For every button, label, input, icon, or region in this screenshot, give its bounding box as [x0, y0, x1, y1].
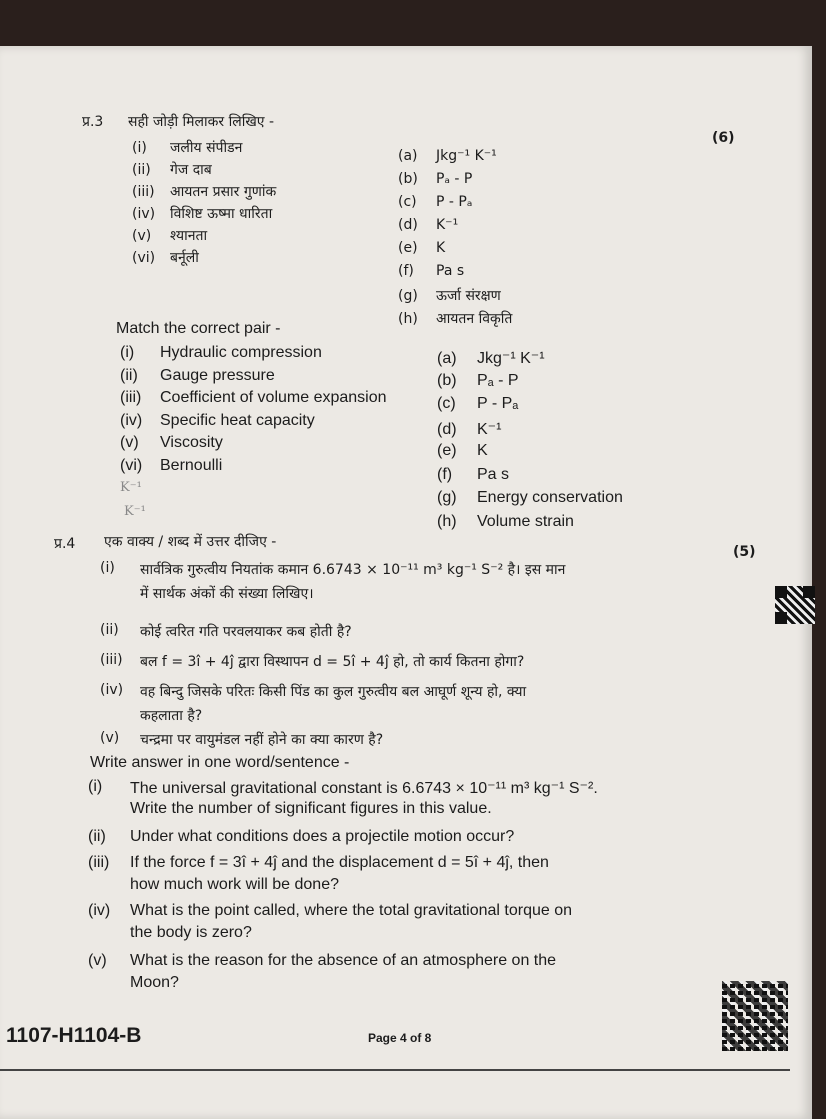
q3-english-left-item-text: Viscosity: [160, 434, 223, 451]
q3-english-right-item-text: K⁻¹: [477, 420, 502, 438]
q4-english-question-text: What is the reason for the absence of an atmosphere on the: [130, 952, 557, 969]
q3-hindi-right-item: [398, 148, 497, 164]
q4-english-question-text: how much work will be done?: [130, 876, 339, 893]
q3-english-left-item: [120, 367, 275, 385]
q3-english-right-item: [437, 419, 501, 439]
q3-hindi-right-item: [398, 263, 464, 279]
qr-code-small: [775, 586, 815, 624]
q3-hindi-left-item-number: (ii): [132, 162, 151, 178]
q3-english-left-item-number: (ii): [120, 366, 138, 384]
q3-hindi-right-item-number: (c): [398, 194, 417, 210]
q3-hindi-left-item-text: जलीय संपीडन: [170, 140, 243, 156]
q3-hindi-left-item-number: (v): [132, 228, 152, 244]
q3-hindi-right-item-text: Jkg⁻¹ K⁻¹: [436, 148, 497, 164]
q4-english-question-text: the body is zero?: [130, 924, 252, 941]
q4-hindi-question-text: कहलाता है?: [140, 708, 203, 724]
q3-hindi-right-item: [398, 309, 512, 328]
page-number: Page 4 of 8: [368, 1031, 432, 1045]
q4-instruction-hindi: एक वाक्य / शब्द में उत्तर दीजिए -: [104, 534, 277, 550]
q3-english-left-item-text: Hydraulic compression: [160, 344, 322, 361]
q4-english-question-number: (i): [88, 778, 103, 795]
q4-english-question-number: (iii): [88, 854, 110, 871]
q3-english-left-item-text: Specific heat capacity: [160, 411, 315, 429]
q3-english-right-item-number: (g): [437, 489, 457, 506]
q3-hindi-left-item: [132, 204, 272, 223]
q4-hindi-question-number: (i): [100, 560, 115, 576]
q4-english-question-text: What is the point called, where the total gravitational torque on: [130, 902, 573, 919]
q3-hindi-right-item-text: ऊर्जा संरक्षण: [436, 288, 501, 304]
q3-hindi-right-item-text: P - Pₐ: [436, 194, 473, 210]
q3-english-right-item-text: K: [477, 442, 488, 459]
q3-english-right-item: [437, 372, 519, 390]
q3-english-left-item: [120, 344, 322, 362]
q3-hindi-right-item-number: (a): [398, 148, 418, 164]
q4-hindi-question-text: वह बिन्दु जिसके परितः किसी पिंड का कुल गुरुत्वीय बल आघूर्ण शून्य हो, क्या: [140, 684, 527, 700]
q3-english-right-item-number: (b): [437, 371, 457, 389]
q3-hindi-left-item: [132, 226, 207, 245]
q3-english-right-item: [437, 395, 518, 413]
q3-english-right-item-text: Energy conservation: [477, 489, 623, 506]
q3-english-right-item: [437, 348, 545, 368]
q3-english-left-item: [120, 412, 315, 430]
q3-hindi-right-item-number: (e): [398, 240, 418, 256]
q3-hindi-right-item-text: K: [436, 240, 446, 256]
q3-english-left-item-text: Coefficient of volume expansion: [160, 389, 387, 406]
handwritten-note-2: K⁻¹: [124, 504, 146, 519]
q4-english-question-number: (v): [88, 952, 107, 969]
q3-english-left-item-text: Bernoulli: [160, 456, 223, 474]
q3-hindi-left-item-text: विशिष्ट ऊष्मा धारिता: [170, 206, 273, 222]
q3-english-left-item-number: (vi): [120, 456, 143, 474]
q3-hindi-right-item-number: (f): [398, 263, 414, 279]
q3-english-right-item-text: P - Pₐ: [477, 395, 519, 412]
q3-english-right-item-text: Jkg⁻¹ K⁻¹: [477, 350, 545, 367]
q4-english-question-number: (iv): [88, 902, 111, 919]
q3-hindi-right-item-text: K⁻¹: [436, 217, 459, 233]
q3-english-left-item-number: (i): [120, 344, 135, 361]
q3-hindi-right-item-text: आयतन विकृति: [436, 311, 513, 327]
q3-hindi-right-item-text: Pₐ - P: [436, 171, 473, 187]
q4-label: प्र.4: [54, 536, 76, 552]
handwritten-note: K⁻¹: [120, 480, 142, 495]
q3-instruction-english: Match the correct pair -: [116, 320, 281, 337]
q4-english-question-text: If the force f = 3î + 4ĵ and the displacement d = 5î + 4ĵ, then: [130, 854, 549, 871]
q3-marks: (6): [712, 130, 735, 146]
q4-hindi-question-number: (iii): [100, 652, 123, 668]
q3-english-left-item-text: Gauge pressure: [160, 366, 275, 384]
q3-hindi-left-item-text: बर्नूली: [170, 250, 199, 266]
q3-hindi-left-item: [132, 182, 276, 201]
q4-marks: (5): [733, 544, 756, 560]
q3-hindi-left-item-number: (iii): [132, 184, 155, 200]
q3-english-right-item: [437, 466, 509, 484]
qr-code-large-overlay: [722, 981, 788, 1051]
paper-code: 1107-H1104-B: [6, 1024, 142, 1047]
q4-hindi-question-text: बल f = 3î + 4ĵ द्वारा विस्थापन d = 5î + 4ĵ हो, तो कार्य कितना होगा?: [140, 654, 525, 670]
q4-hindi-question-text: सार्वत्रिक गुरुत्वीय नियतांक कमान 6.6743 × 10⁻¹¹ m³ kg⁻¹ S⁻² है। इस मान: [140, 562, 566, 578]
q3-hindi-right-item: [398, 217, 458, 233]
q4-english-question-text: Under what conditions does a projectile motion occur?: [130, 828, 515, 845]
q3-hindi-right-item-number: (g): [398, 288, 418, 304]
q3-english-right-item: [437, 442, 488, 460]
q3-hindi-left-item-number: (i): [132, 140, 147, 156]
q3-english-right-item-number: (a): [437, 350, 457, 367]
q3-hindi-left-item-text: श्यानता: [170, 228, 208, 244]
footer-rule: [0, 1069, 790, 1071]
q4-instruction-english: Write answer in one word/sentence -: [90, 754, 350, 771]
q3-instruction-hindi: सही जोड़ी मिलाकर लिखिए -: [128, 114, 275, 130]
q3-hindi-right-item: [398, 240, 445, 256]
q3-hindi-right-item: [398, 171, 472, 187]
q3-hindi-left-item: [132, 160, 212, 179]
q3-english-right-item-number: (e): [437, 442, 457, 459]
q3-english-left-item-number: (iv): [120, 411, 143, 429]
q4-hindi-question-text: में सार्थक अंकों की संख्या लिखिए।: [140, 586, 314, 602]
q4-hindi-question-text: कोई त्वरित गति परवलयाकर कब होती है?: [140, 624, 352, 640]
q4-hindi-question-number: (v): [100, 730, 120, 746]
q3-english-right-item-number: (f): [437, 465, 453, 483]
q3-english-right-item-text: Pa s: [477, 465, 510, 483]
q3-english-right-item-number: (d): [437, 420, 457, 438]
q3-hindi-left-item-text: आयतन प्रसार गुणांक: [170, 184, 277, 200]
q3-english-left-item: [120, 457, 222, 475]
q3-english-right-item-text: Pₐ - P: [477, 371, 519, 389]
q3-hindi-left-item-number: (iv): [132, 206, 156, 222]
q4-english-question-text: The universal gravitational constant is 6.6743 × 10⁻¹¹ m³ kg⁻¹ S⁻².: [130, 780, 598, 797]
q3-hindi-right-item: [398, 286, 501, 305]
q3-english-right-item-text: Volume strain: [477, 512, 574, 530]
q4-english-question-text: Moon?: [130, 974, 179, 991]
q3-english-right-item: [437, 513, 574, 531]
q3-hindi-right-item-number: (d): [398, 217, 418, 233]
q4-english-question-number: (ii): [88, 828, 106, 845]
q3-english-left-item: [120, 434, 223, 452]
q3-english-right-item: [437, 489, 623, 507]
q3-hindi-right-item-number: (b): [398, 171, 418, 187]
q3-english-left-item: [120, 389, 387, 407]
q3-hindi-left-item: [132, 138, 242, 157]
q3-english-right-item-number: (c): [437, 395, 456, 412]
q4-hindi-question-number: (iv): [100, 682, 124, 698]
q3-hindi-right-item-text: Pa s: [436, 263, 465, 279]
q3-hindi-right-item: [398, 194, 472, 210]
q4-english-question-text: Write the number of significant figures in this value.: [130, 800, 492, 817]
q3-english-right-item-number: (h): [437, 512, 457, 530]
q4-hindi-question-number: (ii): [100, 622, 119, 638]
q3-hindi-left-item-number: (vi): [132, 250, 156, 266]
q3-hindi-left-item: [132, 248, 199, 267]
q3-label: प्र.3: [82, 114, 104, 130]
q3-english-left-item-number: (iii): [120, 389, 142, 406]
q3-hindi-right-item-number: (h): [398, 311, 418, 327]
q3-english-left-item-number: (v): [120, 434, 139, 451]
exam-page: [0, 46, 812, 1119]
q4-hindi-question-text: चन्द्रमा पर वायुमंडल नहीं होने का क्या कारण है?: [140, 732, 384, 748]
q3-hindi-left-item-text: गेज दाब: [170, 162, 212, 178]
